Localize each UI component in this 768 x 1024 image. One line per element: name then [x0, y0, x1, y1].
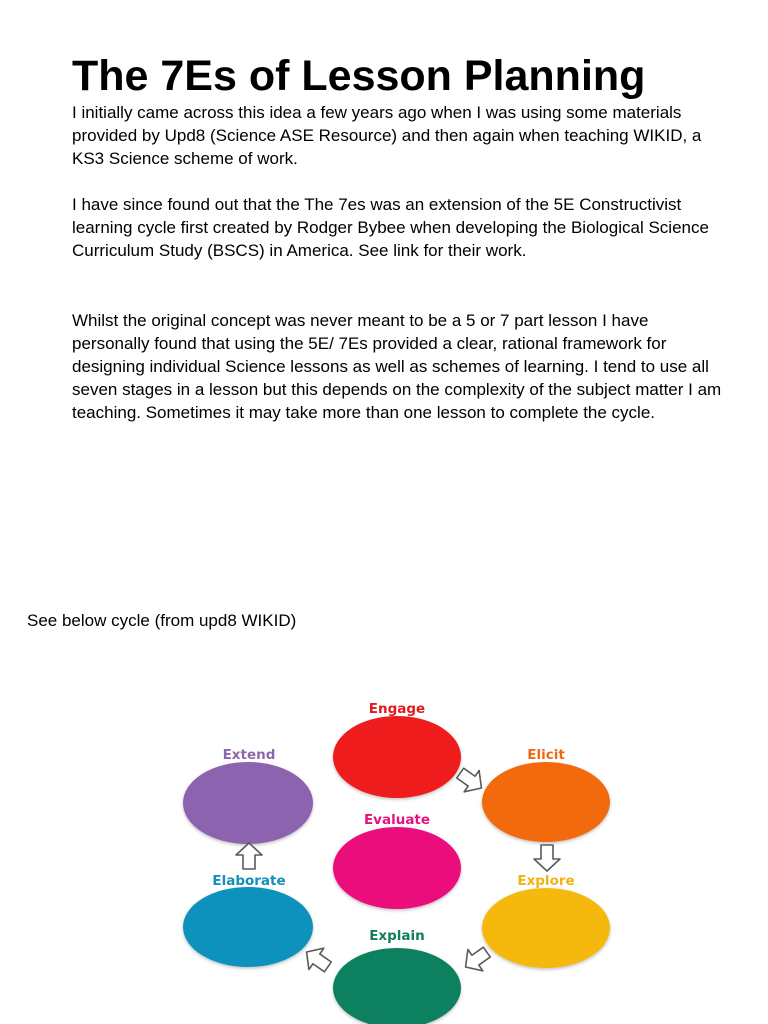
arrow-down-icon	[534, 845, 560, 871]
stage-explore-circle	[482, 888, 610, 968]
stage-elaborate-label: Elaborate	[212, 873, 286, 889]
stage-explore-label: Explore	[517, 873, 575, 889]
stage-explain	[333, 928, 461, 1024]
stage-explore	[482, 873, 610, 968]
paragraph-usage: Whilst the original concept was never meant to be a 5 or 7 part lesson I have personally found that using the 5E/ 7Es provided a clear, rational framework for designing individual Science lessons as well as schemes of learning. I tend to use all seven stages in a lesson but this depends on the complexity of the subject matter I am teaching. Sometimes it may take more than one lesson to complete the cycle.	[72, 311, 722, 422]
stage-elaborate-circle	[183, 887, 313, 967]
stage-elicit-label: Elicit	[527, 747, 565, 763]
arrow-left-down-icon	[458, 941, 494, 977]
paragraph-intro: I initially came across this idea a few years ago when I was using some materials provided by Upd8 (Science ASE Resource) and then again when teaching WIKID, a KS3 Science scheme of work.	[72, 103, 702, 168]
stage-elicit	[482, 747, 610, 842]
arrow-up-icon	[236, 843, 262, 869]
stage-engage-circle	[333, 716, 461, 798]
page-title: The 7Es of Lesson Planning	[72, 52, 646, 100]
stage-extend-circle	[183, 762, 313, 844]
stage-engage	[333, 701, 461, 798]
stage-extend	[183, 747, 313, 844]
stage-elicit-circle	[482, 762, 610, 842]
stage-evaluate	[333, 812, 461, 909]
stage-explain-label: Explain	[369, 928, 425, 944]
stage-evaluate-circle	[333, 827, 461, 909]
paragraph-origin: I have since found out that the The 7es was an extension of the 5E Constructivist learning cycle first created by Rodger Bybee when developing the Biological Science Curriculum Study (BSCS) in America. See link for their work.	[72, 195, 709, 260]
stage-elaborate	[183, 873, 313, 967]
stage-extend-label: Extend	[222, 747, 276, 763]
stage-explain-circle	[333, 948, 461, 1024]
stage-evaluate-label: Evaluate	[363, 812, 431, 828]
stage-engage-label: Engage	[368, 701, 426, 717]
cycle-caption: See below cycle (from upd8 WIKID)	[27, 611, 297, 630]
